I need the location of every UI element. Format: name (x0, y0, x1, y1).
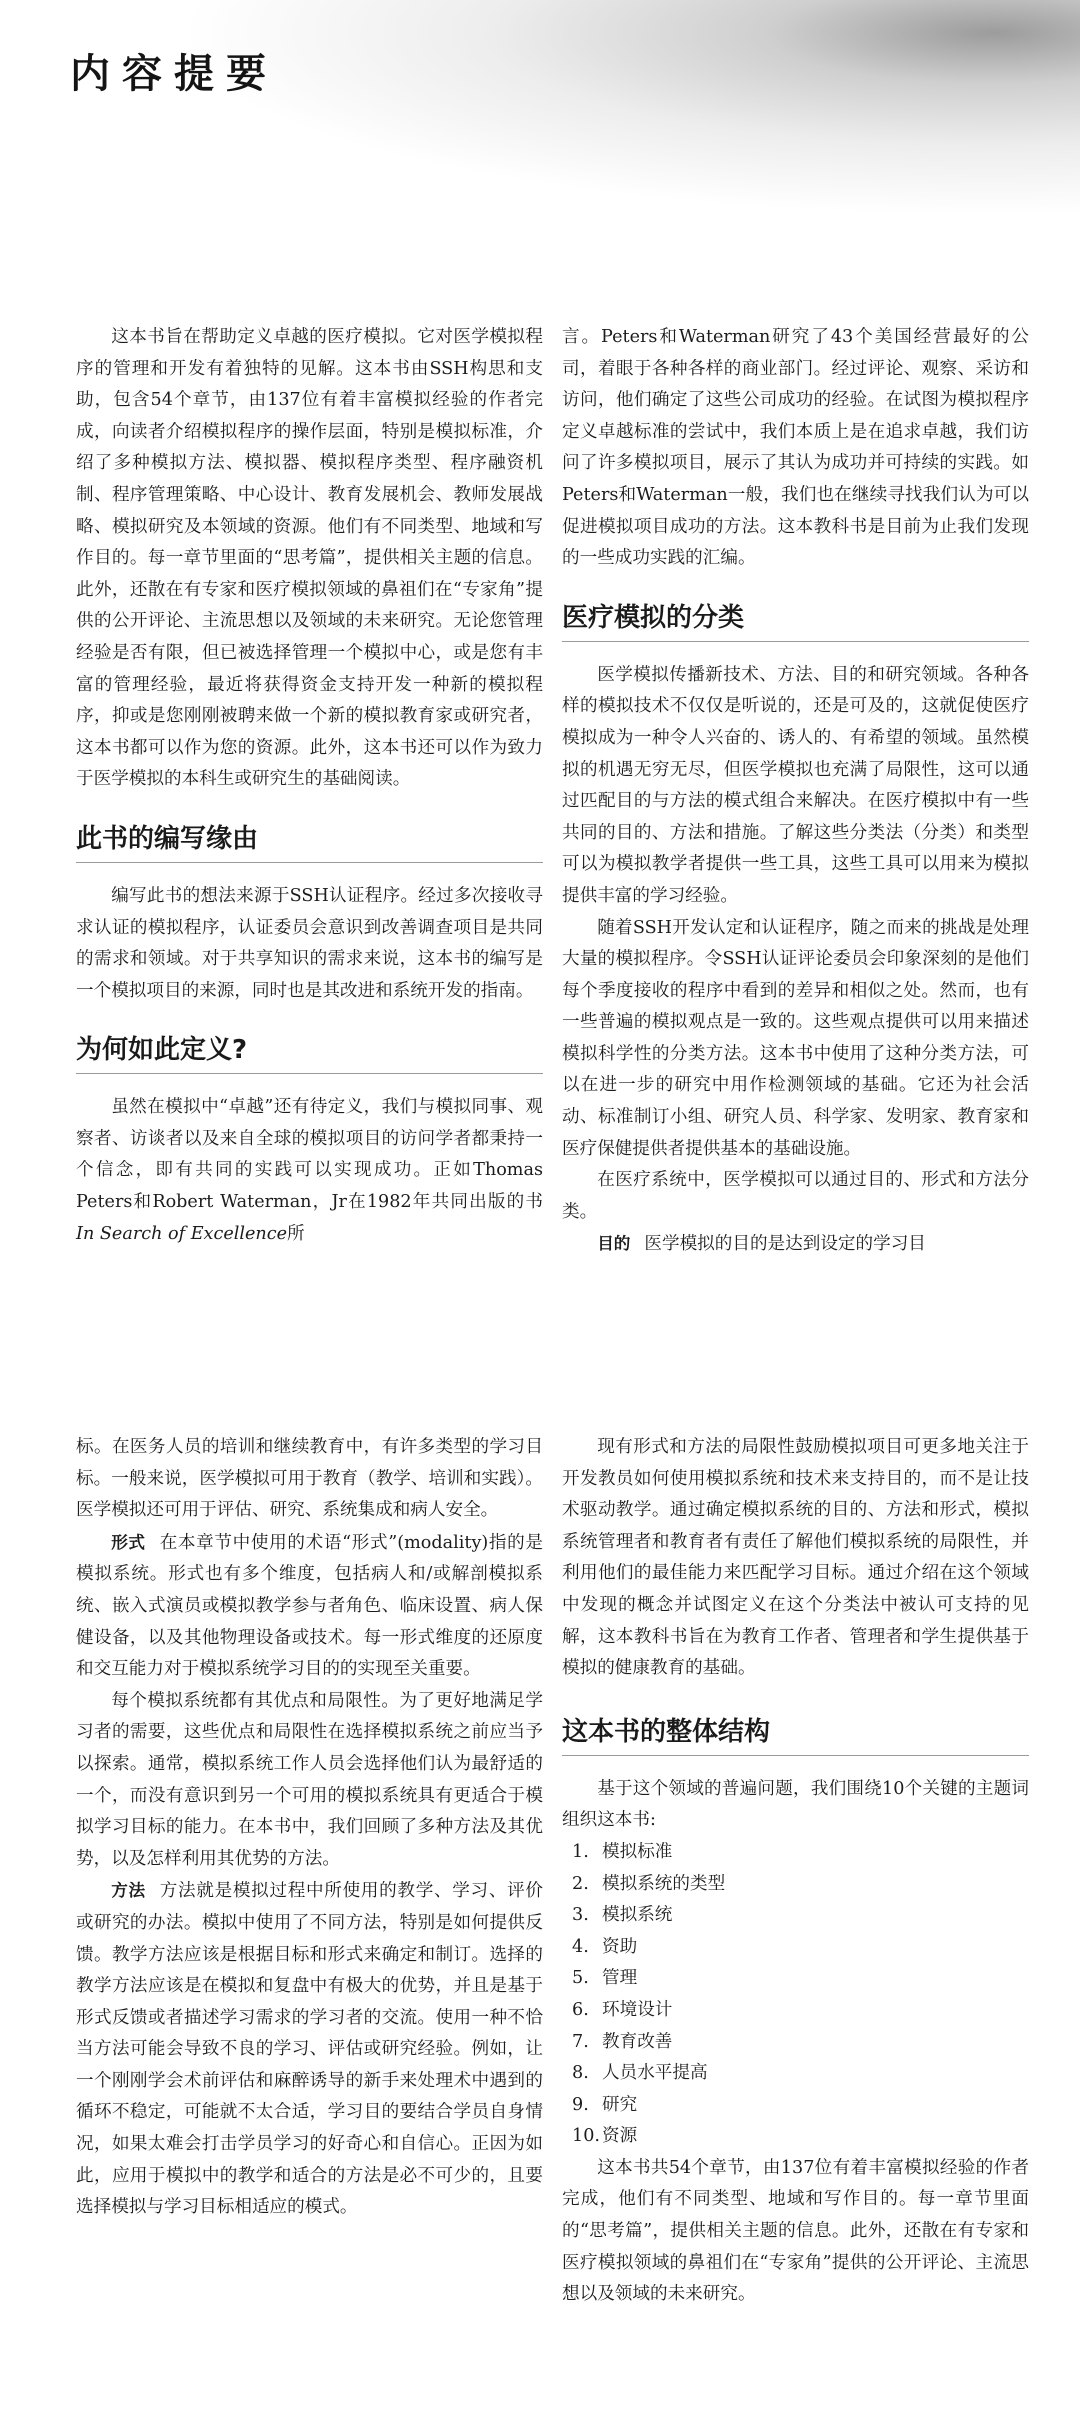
structure-lead-paragraph: 基于这个领域的普遍问题，我们围绕10个关键的主题词组织这本书: (562, 1778, 1029, 1831)
method-text: 方法就是模拟过程中所使用的教学、学习、评价或研究的办法。模拟中使用了不同方法，特别是如何提供反馈。教学方法应该是根据目标和形式来确定和制订。选择的教学方法应该是在模拟和复盘中有极大的优势，并且是基于形式反馈或者描述学习需求的学习者的交流。使用一种不恰当方法可能会导致不良的学习、评估或研究经验。例如，让一个刚刚学会术前评估和麻醉诱导的新手来处理术中遇到的循环不稳定，可能就不太合适，学习目的要结合学员自身情况，如果太难会打击学员学习的好奇心和自信心。正因为如此，应用于模拟中的教学和适合的方法是必不可少的，且要选择模拟与学习目标相适应的模式。 (76, 1881, 544, 2218)
section-heading-classification: 医疗模拟的分类 (562, 597, 1029, 642)
form-paragraph (76, 1527, 543, 1686)
list-item: 2. 模拟系统的类型 (572, 1873, 726, 1894)
list-item: 1. 模拟标准 (572, 1841, 673, 1862)
bottom-right-column (562, 1432, 1029, 2311)
limitations-paragraph: 现有形式和方法的局限性鼓励模拟项目可更多地关注于开发教员如何使用模拟系统和技术来支持目的，而不是让技术驱动教学。通过确定模拟系统的目的、方法和形式，模拟系统管理者和教育者有责任了解他们模拟系统的局限性，并利用他们的最佳能力来匹配学习目标。通过介绍在这个领域中发现的概念并试图定义在这个分类法中被认可支持的见解，这本教科书旨在为教育工作者、管理者和学生提供基于模拟的健康教育的基础。 (562, 1437, 1029, 1679)
list-item: 8. 人员水平提高 (572, 2063, 708, 2084)
list-item: 6. 环境设计 (572, 1999, 673, 2020)
list-item: 5. 管理 (572, 1968, 638, 1989)
list-item: 7. 教育改善 (572, 2031, 673, 2052)
section-heading-structure: 这本书的整体结构 (562, 1711, 1029, 1756)
purpose-term: 目的 (597, 1234, 631, 1254)
list-item: 10. 资源 (572, 2126, 638, 2147)
list-item: 3. 模拟系统 (572, 1905, 673, 1926)
classification-paragraph-1: 医学模拟传播新技术、方法、目的和研究领域。各种各样的模拟技术不仅仅是听说的，还是可及的，这就促使医疗模拟成为一种令人兴奋的、诱人的、有希望的领域。虽然模拟的机遇无穷无尽，但医学模拟也充满了局限性，这可以通过匹配目的与方法的模式组合来解决。在医疗模拟中有一些共同的目的、方法和措施。了解这些分类法（分类）和类型可以为模拟教学者提供一些工具，这些工具可以用来为模拟提供丰富的学习经验。 (562, 664, 1029, 906)
form-text: 在本章节中使用的术语“形式”(modality)指的是模拟系统。形式也有多个维度，包括病人和/或解剖模拟系统、嵌入式演员或模拟教学参与者角色、临床设置、病人保健设备，以及其他物理设备或技术。每一形式维度的还原度和交互能力对于模拟系统学习目的的实现至关重要。 (76, 1532, 544, 1680)
top-right-column (562, 322, 1029, 1261)
closing-paragraph: 这本书共54个章节，由137位有着丰富模拟经验的作者完成，他们有不同类型、地域和写作目的。每一章节里面的“思考篇”，提供相关主题的信息。此外，还散在有专家和医疗模拟领域的鼻祖们在“专家角”提供的公开评论、主流思想以及领域的未来研究。 (562, 2157, 1029, 2305)
definition-text-before: 虽然在模拟中“卓越”还有待定义，我们与模拟同事、观察者、访谈者以及来自全球的模拟项目的访问学者都秉持一个信念，即有共同的实践可以实现成功。正如Thomas Peters和Robert Waterman，Jr在1982年共同出版的书 (76, 1097, 543, 1213)
bottom-left-column (76, 1432, 543, 2224)
method-term: 方法 (111, 1881, 146, 1901)
intro-paragraph: 这本书旨在帮助定义卓越的医疗模拟。它对医学模拟程序的管理和开发有着独特的见解。这本书由SSH构思和支助，包含54个章节，由137位有着丰富模拟经验的作者完成，向读者介绍模拟程序的操作层面，特别是模拟标准，介绍了多种模拟方法、模拟器、模拟程序类型、程序融资机制、程序管理策略、中心设计、教育发展机会、教师发展战略、模拟研究及本领域的资源。他们有不同类型、地域和写作目的。每一章节里面的“思考篇”，提供相关主题的信息。此外，还散在有专家和医疗模拟领域的鼻祖们在“专家角”提供的公开评论、主流思想以及领域的未来研究。无论您管理经验是否有限，但已被选择管理一个模拟中心，或是您有丰富的管理经验，最近将获得资金支持开发一种新的模拟程序，抑或是您刚刚被聘来做一个新的模拟教育家或研究者，这本书都可以作为您的资源。此外，这本书还可以作为致力于医学模拟的本科生或研究生的基础阅读。 (76, 327, 543, 790)
classification-paragraph-2: 随着SSH开发认定和认证程序，随之而来的挑战是处理大量的模拟程序。令SSH认证评论委员会印象深刻的是他们每个季度接收的程序中看到的差异和相似之处。然而，也有一些普遍的模拟观点是一致的。这些观点提供可以用来描述模拟科学性的分类方法。这本书中使用了这种分类方法，可以在进一步的研究中用作检测领域的基础。它还为社会活动、标准制订小组、研究人员、科学家、发明家、教育家和医疗保健提供者提供基本的基础设施。 (562, 917, 1029, 1159)
book-title: In Search of Excellence (76, 1223, 288, 1244)
pros-cons-paragraph: 每个模拟系统都有其优点和局限性。为了更好地满足学习者的需要，这些优点和局限性在选择模拟系统之前应当予以探索。通常，模拟系统工作人员会选择他们认为最舒适的一个，而没有意识到另一个可用的模拟系统具有更适合于模拟学习目标的能力。在本书中，我们回顾了多种方法及其优势，以及怎样利用其优势的方法。 (76, 1690, 543, 1869)
definition-text-after: 所 (287, 1223, 305, 1244)
page-title: 内容提要 (70, 51, 278, 97)
list-item: 9. 研究 (572, 2094, 638, 2115)
purpose-text: 医学模拟的目的是达到设定的学习目 (644, 1234, 926, 1255)
section-heading-origin: 此书的编写缘由 (76, 818, 543, 863)
top-left-column (76, 322, 543, 1250)
peters-continuation-paragraph: 言。Peters和Waterman研究了43个美国经营最好的公司，着眼于各种各样的商业部门。经过评论、观察、采访和访问，他们确定了这些公司成功的经验。在试图为模拟程序定义卓越标准的尝试中，我们本质上是在追求卓越，我们访问了许多模拟项目，展示了其认为成功并可持续的实践。如Peters和Waterman一般，我们也在继续寻找我们认为可以促进模拟项目成功的方法。这本教科书是目前为止我们发现的一些成功实践的汇编。 (562, 327, 1029, 569)
definition-paragraph (76, 1092, 543, 1250)
topic-list (562, 1837, 1029, 2153)
list-item: 4. 资助 (572, 1936, 638, 1957)
purpose-paragraph (562, 1228, 1029, 1261)
form-term: 形式 (111, 1532, 146, 1552)
section-heading-definition: 为何如此定义? (76, 1029, 543, 1074)
purpose-continuation-paragraph: 标。在医务人员的培训和继续教育中，有许多类型的学习目标。一般来说，医学模拟可用于教育（教学、培训和实践）。医学模拟还可用于评估、研究、系统集成和病人安全。 (76, 1437, 543, 1521)
origin-paragraph: 编写此书的想法来源于SSH认证程序。经过多次接收寻求认证的模拟程序，认证委员会意识到改善调查项目是共同的需求和领域。对于共享知识的需求来说，这本书的编写是一个模拟项目的来源，同时也是其改进和系统开发的指南。 (76, 885, 543, 1001)
page-header (0, 0, 1080, 330)
method-paragraph (76, 1875, 543, 2224)
classification-paragraph-3: 在医疗系统中，医学模拟可以通过目的、形式和方法分类。 (562, 1170, 1029, 1222)
